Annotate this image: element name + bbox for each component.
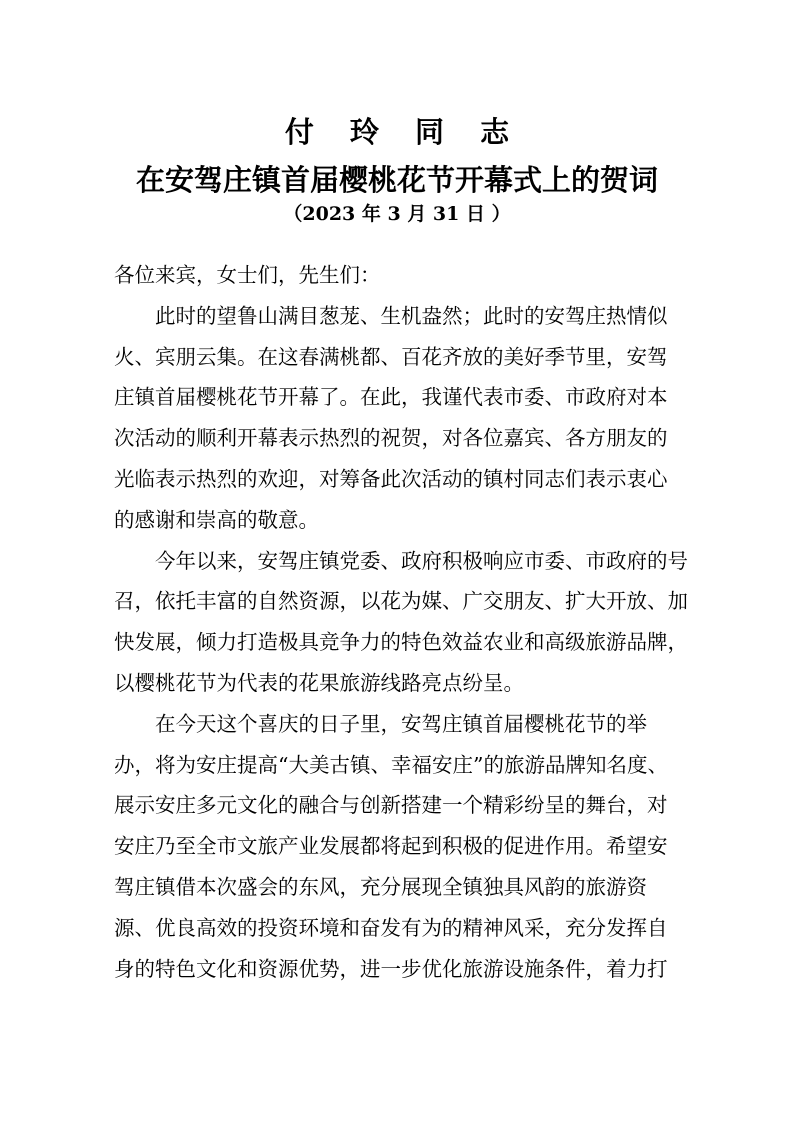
paragraph-2-line: 召，依托丰富的自然资源，以花为媒、广交朋友、扩大开放、加 (114, 589, 688, 614)
paragraph-3-line: 驾庄镇借本次盛会的东风，充分展现全镇独具风韵的旅游资 (114, 874, 647, 899)
speaker-name: 付 玲 同 志 (284, 115, 523, 149)
salutation: 各位来宾，女士们，先生们： (114, 263, 381, 287)
paragraph-1-line: 的感谢和崇高的敬意。 (114, 507, 319, 532)
paragraph-3-line: 源、优良高效的投资环境和奋发有为的精神风采，充分发挥自 (114, 915, 668, 940)
paragraph-1-line: 次活动的顺利开幕表示热烈的祝贺，对各位嘉宾、各方朋友的 (114, 426, 668, 451)
speech-body (114, 255, 694, 989)
paragraph-3-line: 安庄乃至全市文旅产业发展都将起到积极的促进作用。希望安 (114, 834, 668, 859)
paragraph-1-line: 此时的望鲁山满目葱茏、生机盎然；此时的安驾庄热情似 (155, 303, 668, 328)
paragraph-3-line: 身的特色文化和资源优势，进一步优化旅游设施条件，着力打 (114, 956, 668, 981)
paragraph-2-line: 以樱桃花节为代表的花果旅游线路亮点纷呈。 (114, 670, 524, 695)
paragraph-3-line: 在今天这个喜庆的日子里，安驾庄镇首届樱桃花节的举 (155, 711, 647, 736)
paragraph-2-line: 今年以来，安驾庄镇党委、政府积极响应市委、市政府的号 (155, 548, 688, 573)
paragraph-1-line: 光临表示热烈的欢迎，对筹备此次活动的镇村同志们表示衷心 (114, 466, 668, 491)
paragraph-3-line: 办，将为安庄提高“大美古镇、幸福安庄”的旅游品牌知名度、 (114, 752, 668, 777)
paragraph-3-line: 展示安庄多元文化的融合与创新搭建一个精彩纷呈的舞台，对 (114, 793, 668, 818)
paragraph-2-line: 快发展，倾力打造极具竞争力的特色效益农业和高级旅游品牌， (114, 630, 688, 655)
document-title: 在安驾庄镇首届樱桃花节开幕式上的贺词 (135, 163, 658, 197)
paragraph-1-line: 火、宾朋云集。在这春满桃都、百花齐放的美好季节里，安驾 (114, 344, 668, 369)
document-date: （2023 年 3 月 31 日 ） (283, 203, 511, 225)
paragraph-1-line: 庄镇首届樱桃花节开幕了。在此，我谨代表市委、市政府对本 (114, 385, 668, 410)
